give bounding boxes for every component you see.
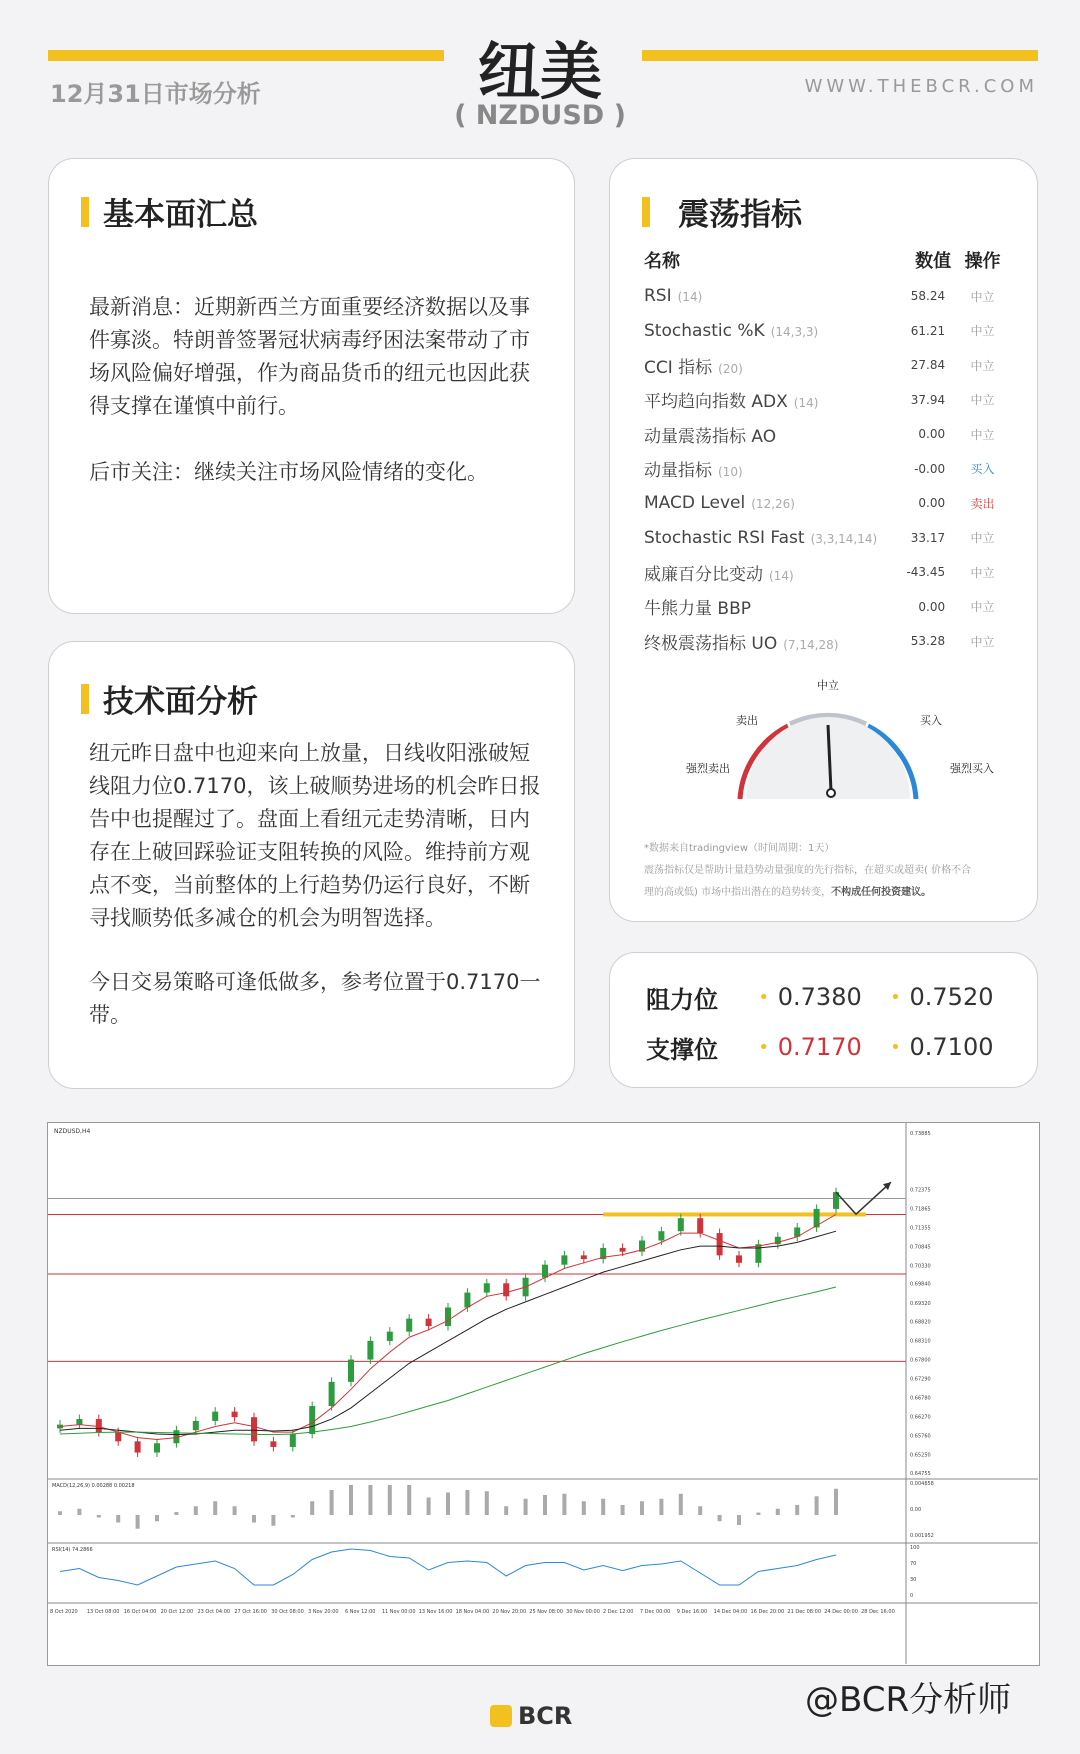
- macd-bar: [136, 1515, 140, 1529]
- support-2: 0.7100: [909, 1033, 994, 1061]
- oscillator-row: [644, 417, 1004, 452]
- macd-bar: [252, 1515, 256, 1523]
- oscillator-action: 中立: [970, 600, 995, 615]
- rsi-tick-label: 0: [910, 1593, 914, 1599]
- support-label: 支撑位: [646, 1035, 718, 1064]
- candle-body: [658, 1231, 664, 1240]
- price-tick-label: 0.68310: [910, 1338, 931, 1345]
- macd-bar: [562, 1494, 566, 1515]
- heading-marker: [642, 197, 650, 227]
- candle-body: [115, 1432, 121, 1441]
- price-tick-label: 0.66270: [910, 1414, 931, 1421]
- oscillator-name-text: 动量指标: [644, 461, 712, 482]
- oscillator-name: [644, 383, 896, 418]
- time-tick-label: 25 Nov 08:00: [529, 1609, 564, 1615]
- oscillator-row: [644, 555, 1004, 590]
- time-tick-label: 13 Oct 08:00: [86, 1609, 120, 1615]
- oscillator-value: 33.17: [910, 530, 946, 545]
- candle-body: [755, 1244, 761, 1263]
- time-tick-label: 16 Dec 20:00: [750, 1609, 785, 1615]
- time-tick-label: 30 Oct 08:00: [271, 1609, 304, 1615]
- price-tick-label: 0.69840: [910, 1281, 931, 1288]
- candle-body: [135, 1441, 141, 1452]
- macd-bar: [291, 1515, 295, 1518]
- candle-body: [484, 1283, 490, 1292]
- oscillator-row: [644, 383, 1004, 418]
- oscillator-params: (12,26): [751, 497, 795, 512]
- macd-bar: [330, 1490, 334, 1515]
- col-action: 操作: [964, 251, 1001, 272]
- time-tick-label: 30 Nov 00:00: [566, 1609, 600, 1615]
- macd-bar: [194, 1506, 198, 1515]
- resistance-2: 0.7520: [909, 983, 994, 1011]
- macd-bar: [485, 1491, 489, 1515]
- disclaimer-line2: [644, 883, 1007, 903]
- time-tick-label: 2 Dec 12:00: [603, 1609, 634, 1615]
- bullet-dot: •: [758, 1036, 769, 1058]
- macd-bar: [795, 1505, 799, 1515]
- gauge-pivot: [827, 789, 835, 797]
- macd-bar: [601, 1499, 605, 1515]
- oscillator-action: 中立: [970, 358, 995, 373]
- oscillator-value: 58.24: [910, 289, 946, 304]
- price-tick-label: 0.64755: [910, 1470, 931, 1477]
- macd-bar: [621, 1505, 625, 1515]
- oscillator-table-header: [644, 247, 1004, 279]
- oscillator-row: [644, 624, 1004, 659]
- candle-body: [251, 1417, 257, 1441]
- gauge-label-sell: 卖出: [736, 714, 758, 727]
- rsi-tick-label: 70: [910, 1561, 917, 1567]
- oscillator-name: [644, 521, 896, 556]
- macd-bar: [427, 1498, 431, 1516]
- candle-body: [542, 1265, 548, 1278]
- fundamentals-heading: 基本面汇总: [103, 197, 258, 233]
- macd-bar: [756, 1513, 760, 1516]
- support-row: [646, 1027, 1013, 1067]
- macd-bar: [776, 1509, 780, 1515]
- oscillator-row: [644, 486, 1004, 521]
- oscillator-value: 37.94: [910, 392, 946, 407]
- candle-body: [503, 1283, 509, 1296]
- candle-body: [76, 1419, 82, 1425]
- macd-bar: [446, 1493, 450, 1516]
- report-date: 12月31日市场分析: [50, 80, 261, 108]
- macd-bar: [233, 1506, 237, 1515]
- time-tick-label: 6 Nov 12:00: [344, 1609, 376, 1615]
- oscillator-table: [644, 247, 1004, 659]
- oscillator-action: 中立: [970, 565, 995, 580]
- resistance-row: [646, 977, 1013, 1017]
- candle-body: [96, 1419, 102, 1432]
- heading-marker: [81, 684, 89, 714]
- time-tick-label: 27 Oct 16:00: [234, 1609, 267, 1615]
- price-tick-label: 0.65760: [910, 1433, 931, 1440]
- watermark: @BCR分析师: [805, 1680, 1012, 1720]
- price-tick-label: 0.70330: [910, 1263, 931, 1270]
- time-tick-label: 21 Dec 08:00: [787, 1609, 822, 1615]
- disclaimer-line1: 震荡指标仅是帮助计量趋势动量强度的先行指标，在超买或超卖( 价格不合: [644, 865, 972, 876]
- disclaimer-bold: 不构成任何投资建议。: [831, 887, 932, 898]
- oscillator-row: [644, 452, 1004, 487]
- macd-bar: [97, 1515, 101, 1518]
- candle-body: [736, 1255, 742, 1262]
- oscillator-params: (14): [677, 290, 703, 305]
- oscillator-params: (14,3,3): [770, 324, 819, 339]
- resistance-1: 0.7380: [777, 983, 862, 1011]
- macd-bar: [640, 1501, 644, 1515]
- time-tick-label: 13 Nov 16:00: [418, 1609, 453, 1615]
- oscillator-value: 61.21: [910, 323, 946, 338]
- oscillator-name-text: Stochastic %K: [644, 320, 765, 341]
- macd-tick-label: 0.001952: [910, 1533, 934, 1539]
- price-tick-label: 0.68820: [910, 1319, 931, 1326]
- levels-card: [609, 952, 1038, 1088]
- price-tick-label: 0.70845: [910, 1244, 931, 1251]
- macd-bar: [543, 1495, 547, 1515]
- macd-bar: [368, 1485, 372, 1515]
- fundamentals-news: 最新消息：近期新西兰方面重要经济数据以及事件寡淡。特朗普签署冠状病毒纾困法案带动了市场风险偏好增强，作为商品货币的纽元也因此获得支撑在谨慎中前行。: [89, 295, 530, 418]
- oscillator-value: 27.84: [910, 358, 946, 373]
- price-chart-svg: [48, 1123, 1038, 1664]
- macd-bar: [698, 1506, 702, 1515]
- macd-bar: [465, 1490, 469, 1515]
- technical-card: [48, 641, 575, 1089]
- candle-body: [232, 1412, 238, 1418]
- oscillator-name: [644, 279, 896, 314]
- oscillator-name-text: 平均趋向指数 ADX: [644, 392, 788, 413]
- gauge-label-strong-sell: 强烈卖出: [686, 762, 730, 775]
- candle-body: [406, 1319, 412, 1332]
- time-tick-label: 24 Dec 00:00: [824, 1609, 858, 1615]
- sentiment-gauge: [610, 671, 1039, 841]
- oscillator-name: [644, 348, 896, 383]
- page-subtitle: ( NZDUSD ): [454, 100, 626, 131]
- macd-label: MACD(12,26,9) 0.00288 0.00218: [52, 1483, 135, 1489]
- candle-body: [348, 1360, 354, 1382]
- macd-bar: [659, 1499, 663, 1515]
- oscillator-value: 0.00: [918, 496, 946, 511]
- macd-bar: [174, 1512, 178, 1515]
- oscillator-action: 中立: [970, 324, 995, 339]
- oscillator-row: [644, 279, 1004, 314]
- oscillator-action: 中立: [970, 531, 995, 546]
- oscillator-value: 53.28: [910, 634, 946, 649]
- candle-body: [426, 1319, 432, 1326]
- time-tick-label: 20 Oct 12:00: [160, 1609, 194, 1615]
- oscillator-name-text: CCI 指标: [644, 357, 713, 378]
- macd-bar: [213, 1501, 217, 1515]
- oscillator-name: [644, 624, 896, 659]
- time-tick-label: 28 Dec 16:00: [861, 1609, 895, 1615]
- candle-body: [193, 1421, 199, 1430]
- price-tick-label: 0.72375: [910, 1187, 931, 1194]
- col-name: 名称: [644, 251, 680, 272]
- bullet-dot: •: [890, 1036, 901, 1058]
- oscillator-value: -0.00: [914, 461, 946, 476]
- macd-bar: [737, 1515, 741, 1525]
- oscillator-name-text: RSI: [644, 286, 672, 307]
- candle-body: [387, 1332, 393, 1341]
- logo-text: BCR: [518, 1702, 573, 1730]
- oscillator-name-text: 牛熊力量 BBP: [644, 599, 751, 620]
- heading-marker: [81, 197, 89, 227]
- page-title: 纽美: [477, 35, 602, 108]
- candle-body: [329, 1382, 335, 1406]
- oscillator-row: [644, 314, 1004, 349]
- bullet-dot: •: [758, 986, 769, 1008]
- oscillator-params: (3,3,14,14): [810, 531, 878, 546]
- macd-bar: [815, 1496, 819, 1515]
- oscillator-name-text: Stochastic RSI Fast: [644, 527, 805, 548]
- oscillator-action: 中立: [970, 427, 995, 442]
- rsi-tick-label: 100: [910, 1545, 920, 1551]
- oscillators-header: [642, 189, 802, 234]
- oscillator-name: [644, 590, 896, 625]
- oscillator-params: (7,14,28): [783, 637, 839, 652]
- oscillator-action: 中立: [970, 393, 995, 408]
- price-tick-label: 0.67800: [910, 1357, 931, 1364]
- macd-tick-label: 0.004858: [910, 1481, 934, 1487]
- oscillator-value: -43.45: [906, 565, 946, 580]
- site-url[interactable]: WWW.THEBCR.COM: [804, 76, 1038, 97]
- macd-bar: [388, 1485, 392, 1515]
- oscillator-row: [644, 590, 1004, 625]
- oscillator-name: [644, 555, 896, 590]
- time-tick-label: 3 Nov 20:00: [308, 1609, 339, 1615]
- oscillator-name: [644, 486, 896, 521]
- macd-bar: [407, 1485, 411, 1515]
- candle-body: [717, 1233, 723, 1255]
- candle-body: [561, 1255, 567, 1264]
- macd-bar: [349, 1485, 353, 1515]
- header-bar-right: [642, 50, 1038, 61]
- candle-body: [367, 1341, 373, 1360]
- resistance-zone: [603, 1212, 866, 1216]
- fundamentals-outlook: 后市关注：继续关注市场风险情绪的变化。: [89, 460, 488, 484]
- oscillator-row: [644, 521, 1004, 556]
- ma-mid-line: [60, 1231, 836, 1434]
- fundamentals-card: [48, 158, 575, 614]
- time-tick-label: 14 Dec 04:00: [713, 1609, 748, 1615]
- candle-body: [678, 1218, 684, 1231]
- oscillator-row: [644, 348, 1004, 383]
- header-bar-left: [48, 50, 444, 61]
- time-tick-label: 9 Dec 16:00: [676, 1609, 708, 1615]
- bcr-logo: [490, 1702, 572, 1730]
- oscillator-params: (14): [769, 568, 794, 583]
- macd-bar: [834, 1489, 838, 1515]
- fundamentals-header: [81, 189, 258, 234]
- candle-body: [697, 1218, 703, 1233]
- oscillators-heading: 震荡指标: [678, 197, 802, 233]
- oscillator-action: 卖出: [970, 496, 995, 511]
- candle-body: [445, 1307, 451, 1326]
- oscillator-params: (14): [793, 396, 819, 411]
- macd-bar: [524, 1499, 528, 1515]
- oscillator-params: (20): [718, 361, 743, 376]
- support-1: 0.7170: [777, 1033, 862, 1061]
- resistance-label: 阻力位: [646, 985, 718, 1014]
- time-tick-label: 18 Nov 04:00: [455, 1609, 490, 1615]
- macd-bar: [582, 1501, 586, 1515]
- time-tick-label: 16 Oct 04:00: [123, 1609, 157, 1615]
- price-tick-label: 0.66780: [910, 1395, 931, 1402]
- oscillator-name: [644, 314, 896, 349]
- oscillators-card: [609, 158, 1038, 922]
- macd-bar: [718, 1515, 722, 1521]
- candle-body: [464, 1293, 470, 1308]
- oscillator-params: (10): [718, 465, 743, 480]
- time-tick-label: 7 Dec 00:00: [639, 1609, 671, 1615]
- gauge-label-strong-buy: 强烈买入: [950, 762, 994, 775]
- candle-body: [290, 1434, 296, 1447]
- macd-bar: [116, 1515, 120, 1523]
- oscillator-name-text: 威廉百分比变动: [644, 564, 763, 585]
- oscillator-name: [644, 452, 896, 487]
- macd-bar: [271, 1515, 275, 1526]
- price-tick-label: 0.65250: [910, 1452, 931, 1459]
- technical-analysis: 纽元昨日盘中也迎来向上放量，日线收阳涨破短线阻力位0.7170，该上破顺势进场的机会昨日报告中也提醒过了。盘面上看纽元走势清晰，日内存在上破回踩验证支阻转换的风险。维持前方观点不变，当前整体的上行趋势仍运行良好，不断寻找顺势低多减仓的机会为明智选择。: [89, 741, 541, 930]
- macd-bar: [155, 1515, 159, 1521]
- rsi-label: RSI(14) 74.2866: [52, 1547, 93, 1553]
- price-tick-label: 0.73885: [910, 1131, 931, 1138]
- source-note: *数据来自tradingview（时间周期：1天）: [644, 843, 835, 854]
- oscillator-value: 0.00: [918, 599, 946, 614]
- time-tick-label: 23 Oct 04:00: [197, 1609, 231, 1615]
- macd-tick-label: 0.00: [910, 1507, 922, 1513]
- oscillator-name-text: MACD Level: [644, 493, 746, 514]
- bullet-dot: •: [890, 986, 901, 1008]
- gauge-label-buy: 买入: [920, 714, 942, 727]
- logo-mark-icon: [490, 1705, 512, 1727]
- candle-body: [620, 1248, 626, 1252]
- rsi-line: [60, 1549, 836, 1585]
- candle-body: [309, 1406, 315, 1434]
- price-chart: [47, 1122, 1040, 1666]
- gauge-label-neutral: 中立: [817, 679, 839, 692]
- macd-bar: [310, 1501, 314, 1515]
- technical-header: [81, 676, 258, 721]
- candle-body: [212, 1412, 218, 1421]
- macd-bar: [77, 1509, 81, 1515]
- rsi-tick-label: 30: [910, 1577, 917, 1583]
- technical-heading: 技术面分析: [103, 684, 258, 720]
- price-tick-label: 0.71355: [910, 1225, 931, 1232]
- price-tick-label: 0.69320: [910, 1301, 931, 1307]
- col-value: 数值: [915, 251, 952, 272]
- price-tick-label: 0.71865: [910, 1206, 931, 1213]
- oscillator-name: [644, 417, 896, 452]
- oscillator-value: 0.00: [918, 427, 946, 442]
- disclaimer-text: 理的高或低) 市场中指出潜在的趋势转变，: [644, 887, 832, 898]
- time-tick-label: 11 Nov 00:00: [381, 1609, 416, 1615]
- chart-title: NZDUSD,H4: [54, 1128, 91, 1135]
- oscillator-action: 中立: [970, 289, 995, 304]
- candle-body: [270, 1441, 276, 1447]
- candle-body: [154, 1443, 160, 1452]
- candle-body: [581, 1255, 587, 1259]
- time-tick-label: 20 Nov 20:00: [492, 1609, 527, 1615]
- oscillator-name-text: 终极震荡指标 UO: [644, 633, 778, 654]
- time-tick-label: 8 Oct 2020: [50, 1609, 78, 1615]
- technical-strategy: 今日交易策略可逢低做多，参考位置于0.7170一带。: [89, 970, 541, 1027]
- price-tick-label: 0.67290: [910, 1376, 931, 1383]
- oscillator-action: 中立: [970, 634, 995, 649]
- macd-bar: [679, 1494, 683, 1515]
- oscillator-rows: [644, 279, 1004, 659]
- macd-bar: [504, 1506, 508, 1515]
- macd-bar: [58, 1511, 62, 1515]
- oscillator-name-text: 动量震荡指标 AO: [644, 426, 777, 447]
- oscillator-action: 买入: [970, 462, 995, 477]
